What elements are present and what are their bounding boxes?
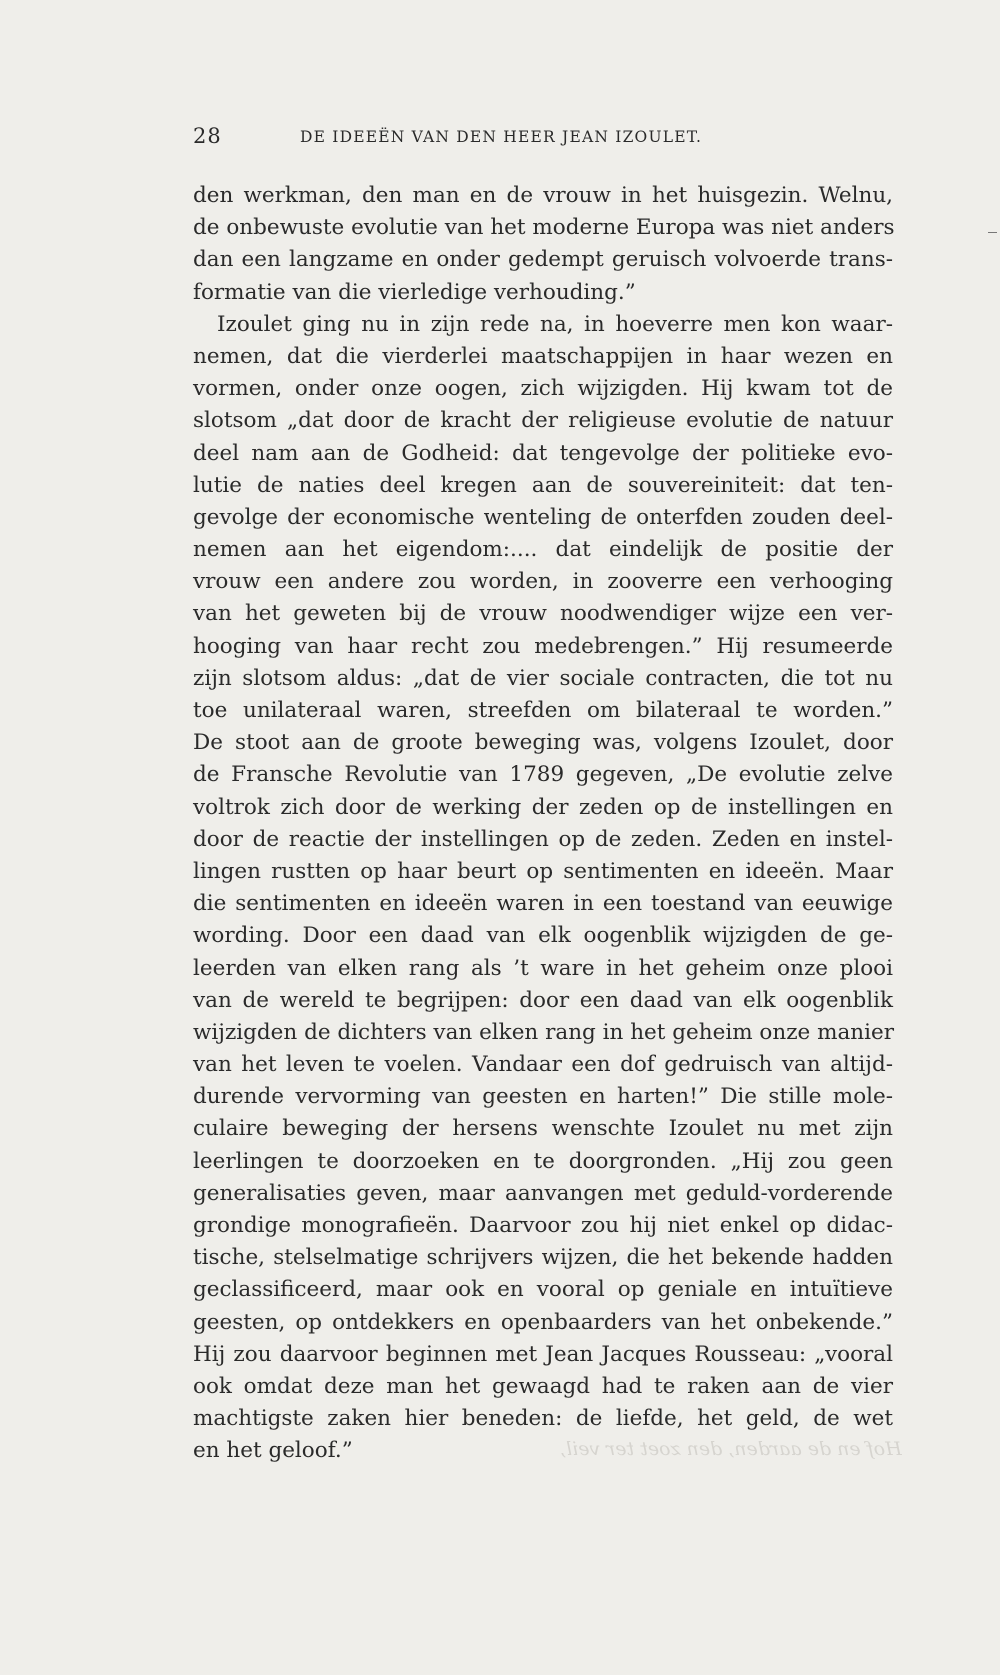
text-line: Izoulet ging nu in zijn rede na, in hoeverre men kon waar-: [217, 311, 893, 337]
text-line: generalisaties geven, maar aanvangen met geduld-vorderende: [193, 1180, 893, 1206]
text-line: nemen aan het eigendom:.... dat eindelijk de positie der: [193, 537, 893, 563]
text-line: van het leven te voelen. Vandaar een dof gedruisch van altijd-: [193, 1052, 893, 1078]
page-number: 28: [193, 124, 222, 148]
text-line: nemen, dat die vierderlei maatschappijen in haar wezen en: [193, 343, 893, 369]
text-line: den werkman, den man en de vrouw in het huisgezin. Welnu,: [193, 183, 893, 208]
text-line: hooging van haar recht zou medebrengen.” Hij resumeerde: [193, 633, 893, 659]
text-line: vrouw een andere zou worden, in zooverre een verhooging: [193, 569, 893, 595]
page-header: [193, 124, 783, 152]
text-line: De stoot aan de groote beweging was, volgens Izoulet, door: [193, 730, 893, 756]
text-line: die sentimenten en ideeën waren in een toestand van eeuwige: [193, 891, 893, 917]
text-line: geesten, op ontdekkers en openbaarders van het onbekende.”: [193, 1309, 893, 1335]
text-line: tische, stelselmatige schrijvers wijzen, die het bekende hadden: [193, 1245, 893, 1271]
text-line: machtigste zaken hier beneden: de liefde, het geld, de wet: [193, 1406, 893, 1432]
text-line: van het geweten bij de vrouw noodwendiger wijze een ver-: [193, 601, 893, 627]
text-line: wijzigden de dichters van elken rang in het geheim onze manier: [193, 1019, 895, 1045]
text-line: leerden van elken rang als ’t ware in het geheim onze plooi: [193, 955, 893, 981]
text-line: lingen rustten op haar beurt op sentimenten en ideeën. Maar: [193, 858, 893, 884]
text-line: slotsom „dat door de kracht der religieuse evolutie de natuur: [193, 408, 893, 434]
text-line: vormen, onder onze oogen, zich wijzigden. Hij kwam tot de: [193, 376, 893, 402]
text-line: geclassificeerd, maar ook en vooral op geniale en intuïtieve: [193, 1277, 893, 1303]
text-line: zijn slotsom aldus: „dat de vier sociale contracten, die tot nu: [193, 665, 893, 691]
text-line: grondige monografieën. Daarvoor zou hij niet enkel op didac-: [193, 1213, 893, 1238]
body-text: [193, 180, 893, 1468]
running-title: DE IDEEËN VAN DEN HEER JEAN IZOULET.: [300, 128, 703, 146]
text-line: durende vervorming van geesten en harten!” Die stille mole-: [193, 1084, 893, 1110]
bleed-through-text: Hof en de aarden, den zoet ter veil,: [560, 1438, 902, 1460]
text-line: wording. Door een daad van elk oogenblik wijzigden de ge-: [193, 923, 893, 949]
text-line: ook omdat deze man het gewaagd had te raken aan de vier: [193, 1373, 893, 1399]
text-line: culaire beweging der hersens wenschte Izoulet nu met zijn: [193, 1116, 893, 1142]
text-line: lutie de naties deel kregen aan de souvereiniteit: dat ten-: [193, 472, 893, 498]
text-line: dan een langzame en onder gedempt geruisch volvoerde trans-: [193, 247, 893, 273]
text-line: Hij zou daarvoor beginnen met Jean Jacques Rousseau: „vooral: [193, 1341, 893, 1367]
text-line: door de reactie der instellingen op de zeden. Zeden en instel-: [193, 826, 893, 852]
text-line: voltrok zich door de werking der zeden op de instellingen en: [193, 794, 893, 820]
text-line: en het geloof.”: [193, 1438, 353, 1464]
text-line: formatie van die vierledige verhouding.”: [193, 279, 636, 305]
text-line: de onbewuste evolutie van het moderne Europa was niet anders: [193, 215, 895, 241]
text-line: gevolge der economische wenteling de onterfden zouden deel-: [193, 504, 893, 530]
text-line: de Fransche Revolutie van 1789 gegeven, „De evolutie zelve: [193, 762, 893, 788]
text-line: van de wereld te begrijpen: door een daad van elk oogenblik: [193, 987, 893, 1013]
text-line: toe unilateraal waren, streefden om bilateraal te worden.”: [193, 698, 893, 723]
text-line: deel nam aan de Godheid: dat tengevolge der politieke evo-: [193, 440, 893, 466]
text-line: leerlingen te doorzoeken en te doorgronden. „Hij zou geen: [193, 1148, 893, 1174]
margin-mark: [988, 232, 997, 233]
